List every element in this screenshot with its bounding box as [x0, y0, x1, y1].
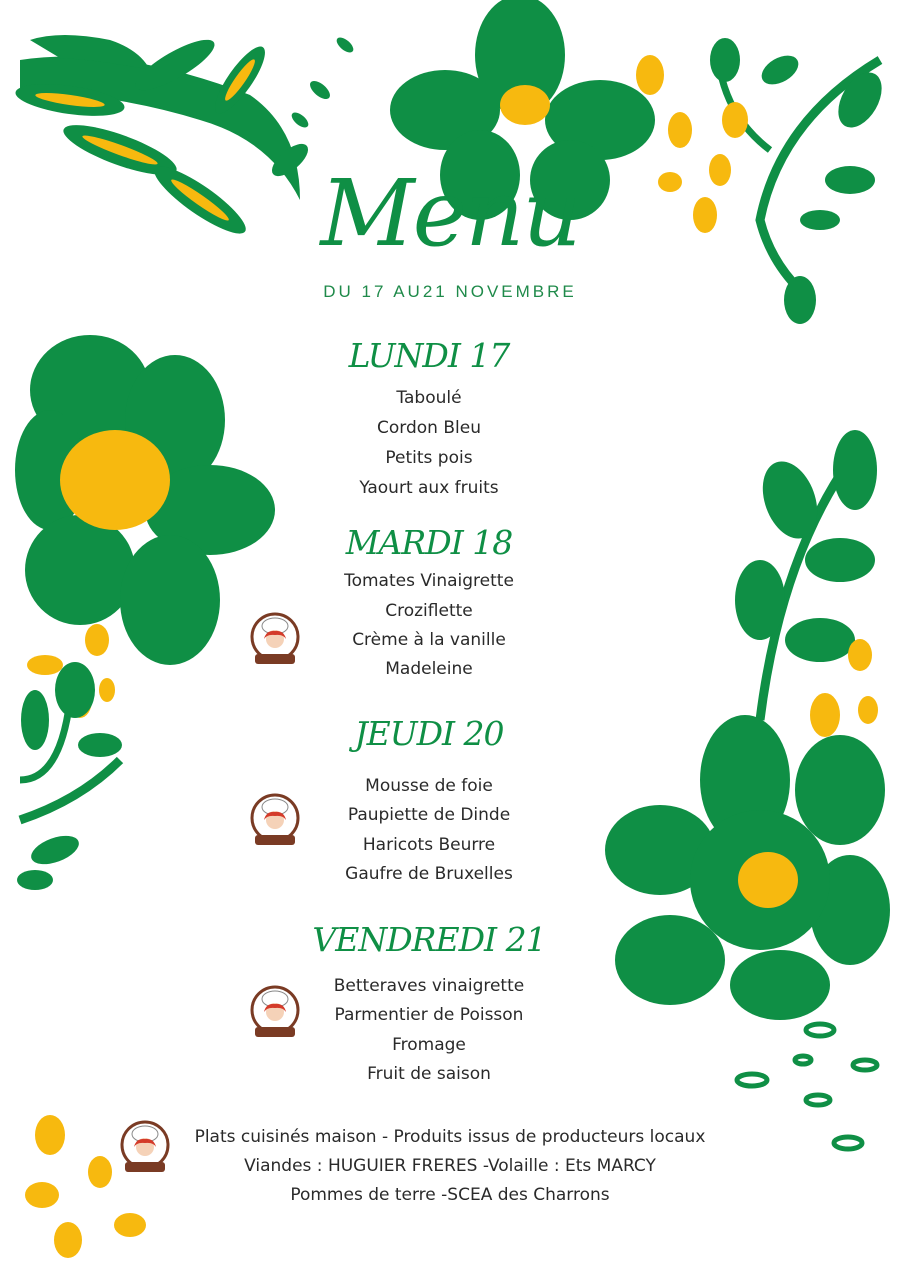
footer-meat-suppliers: Viandes : HUGUIER FRERES -Volaille : Ets MARCY: [244, 1156, 656, 1176]
dish-item: Fromage: [392, 1035, 466, 1055]
chef-logo-icon: [250, 985, 300, 1041]
day-title-lundi: LUNDI 17: [348, 336, 510, 375]
dish-item: Fruit de saison: [367, 1064, 491, 1084]
chef-logo-icon: [250, 612, 300, 668]
footer-potato-supplier: Pommes de terre -SCEA des Charrons: [290, 1185, 610, 1205]
day-title-vendredi: VENDREDI 21: [312, 920, 546, 959]
right-flower-decoration: [605, 715, 890, 1020]
dish-item: Croziflette: [385, 601, 473, 621]
dish-item: Cordon Bleu: [377, 418, 481, 438]
dish-item: Parmentier de Poisson: [334, 1005, 524, 1025]
dish-item: Yaourt aux fruits: [359, 478, 499, 498]
top-right-branch-decoration: [636, 38, 891, 324]
dish-item: Haricots Beurre: [362, 835, 496, 855]
dish-item: Petits pois: [385, 448, 473, 468]
day-title-jeudi: JEUDI 20: [354, 714, 504, 753]
dish-item: Mousse de foie: [365, 776, 493, 796]
day-title-mardi: MARDI 18: [345, 523, 513, 562]
dish-item: Betteraves vinaigrette: [333, 976, 525, 996]
dish-item: Crème à la vanille: [352, 630, 506, 650]
menu-title: Menu: [320, 160, 580, 267]
dish-item: Madeleine: [385, 659, 473, 679]
dish-item: Tomates Vinaigrette: [344, 571, 514, 591]
dish-item: Gaufre de Bruxelles: [345, 864, 513, 884]
chef-logo-icon: [250, 793, 300, 849]
dish-item: Taboulé: [396, 388, 462, 408]
right-stem-decoration: [735, 430, 878, 737]
right-small-ovals: [737, 1024, 877, 1149]
menu-date-range: DU 17 AU21 NOVEMBRE: [323, 282, 577, 301]
footer-homemade-note: Plats cuisinés maison - Produits issus de producteurs locaux: [194, 1127, 706, 1147]
dish-item: Paupiette de Dinde: [347, 805, 511, 825]
